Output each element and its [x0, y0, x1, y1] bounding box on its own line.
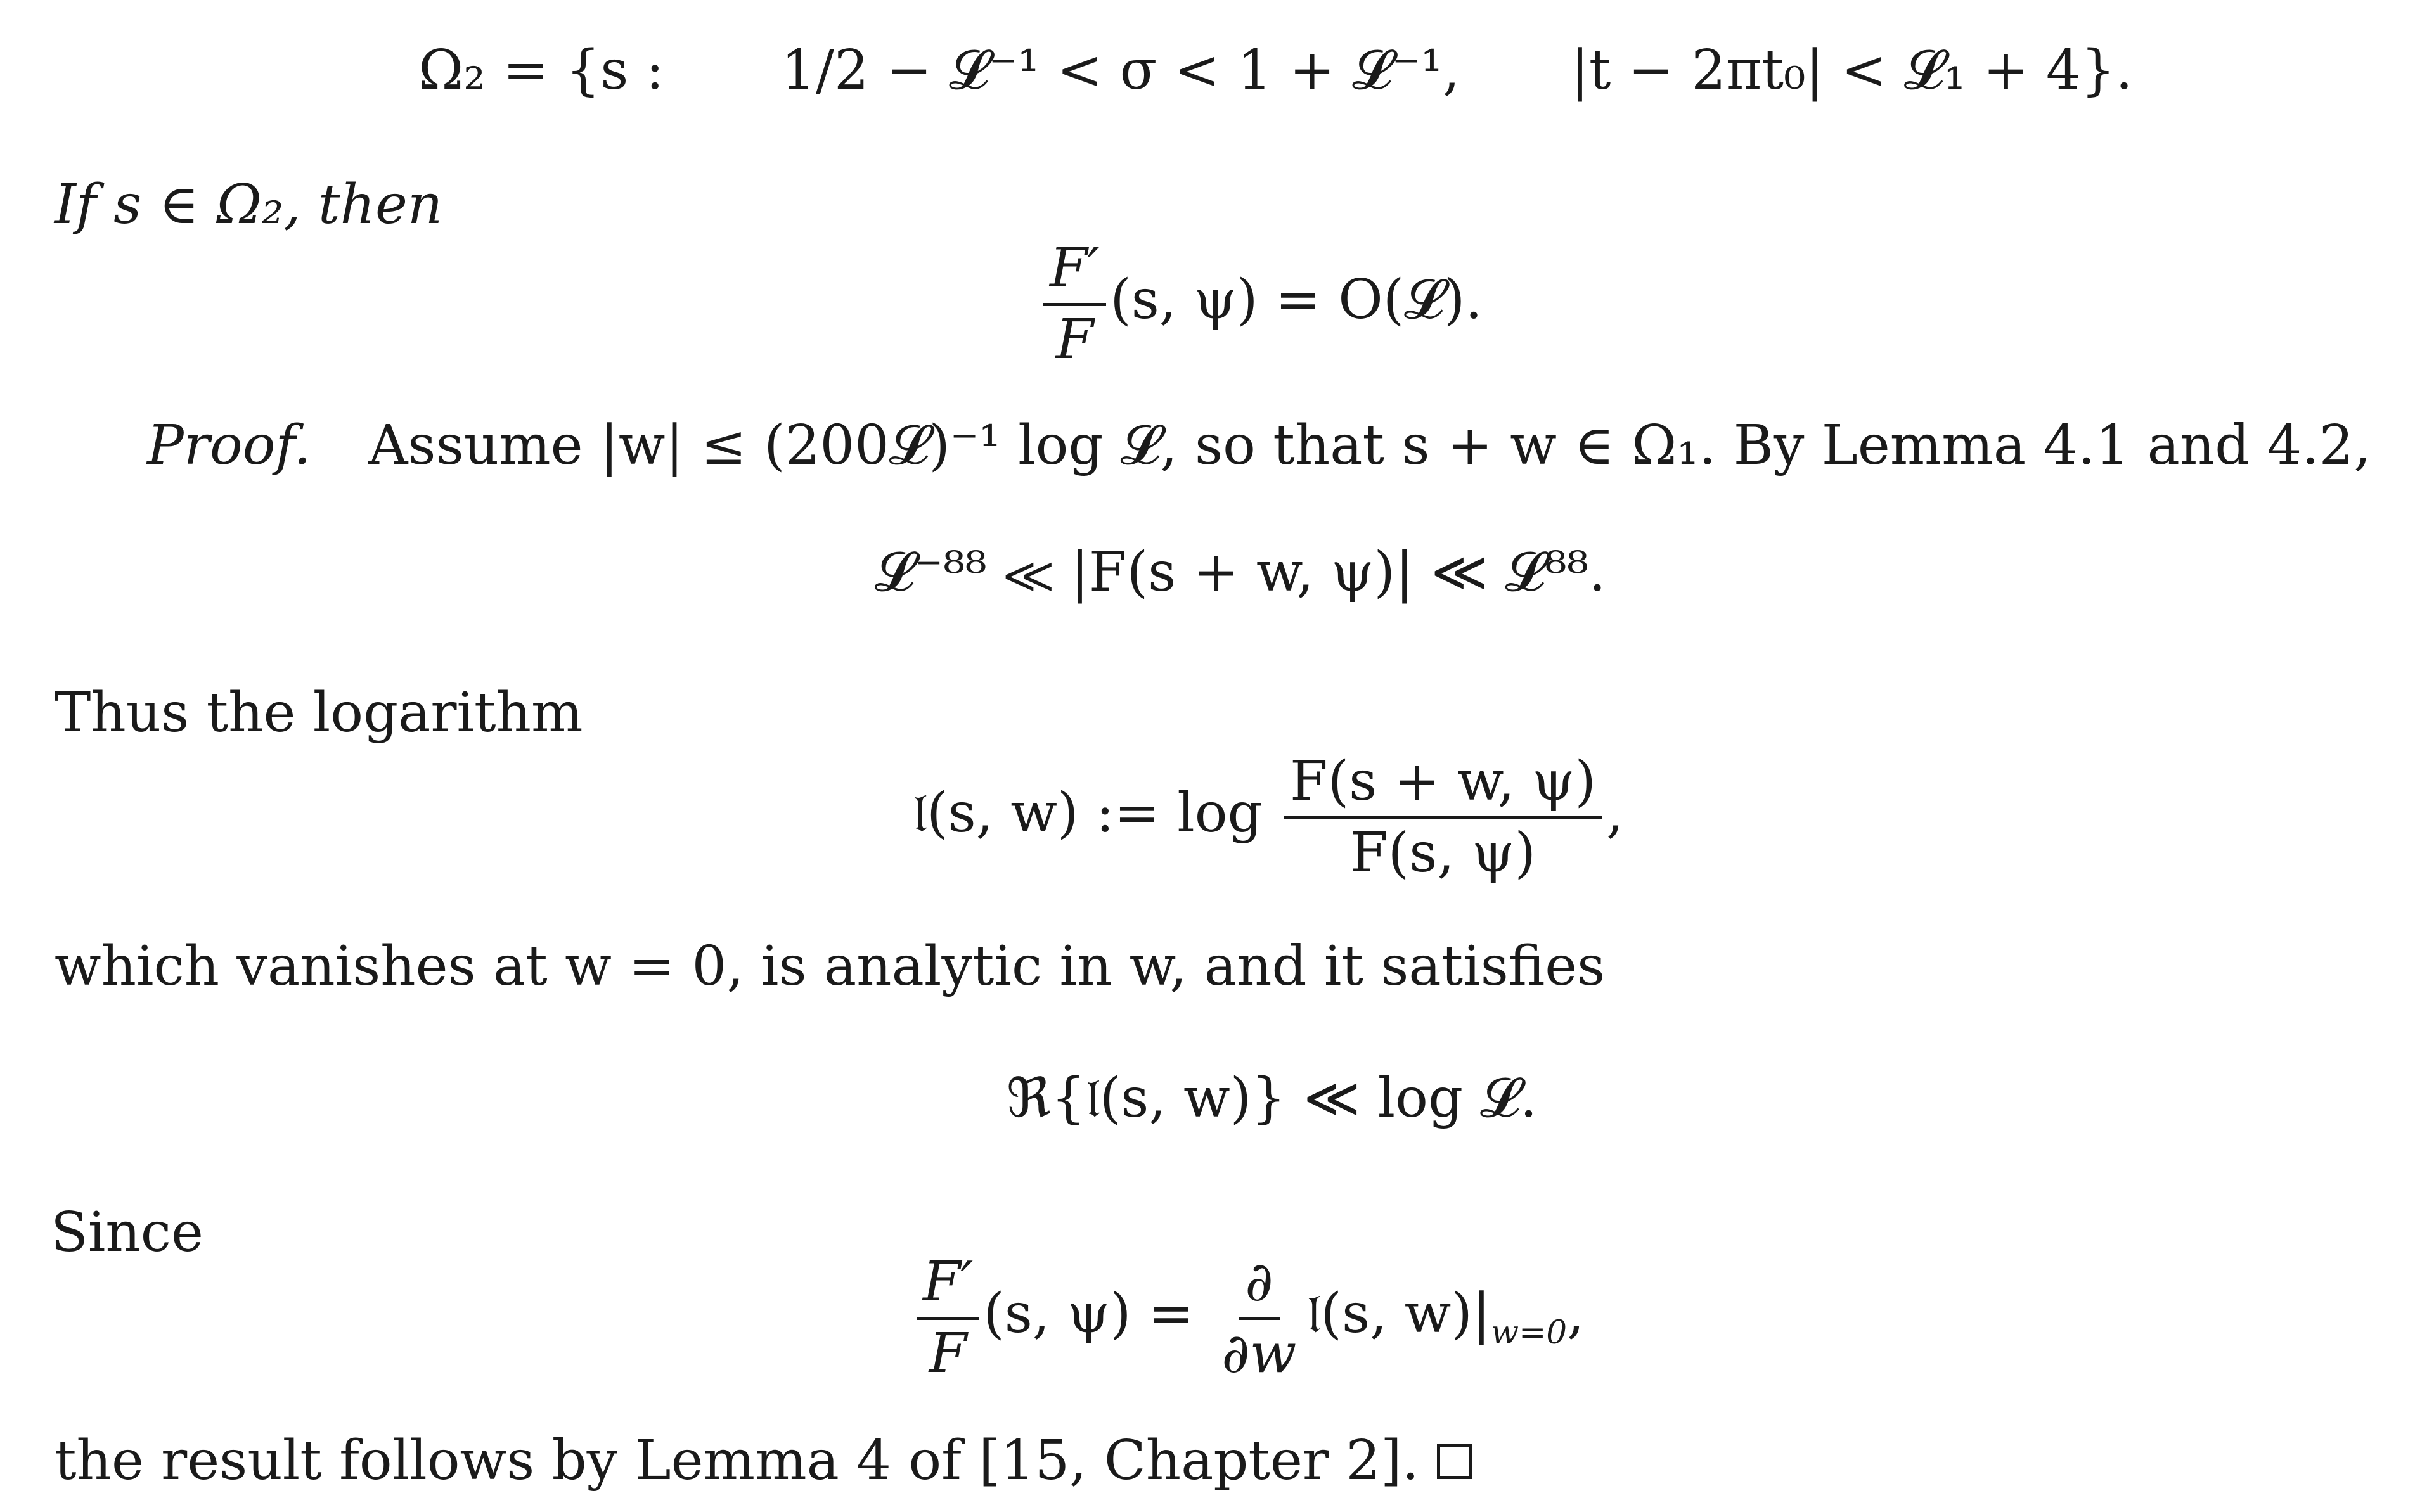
- claim-numerator: F′: [1043, 241, 1106, 306]
- deriv-end: ,: [1567, 1282, 1585, 1345]
- deriv-fraction-partial: [1215, 1250, 1303, 1385]
- thus-text: Thus the logarithm: [55, 681, 583, 745]
- claim-denominator: F: [1055, 308, 1094, 371]
- omega2-lhs: Ω₂ = {s :: [418, 39, 664, 102]
- deriv-den-partial: ∂w: [1221, 1322, 1297, 1385]
- deriv-num-partial: ∂: [1239, 1255, 1279, 1320]
- log-def-numerator: F(s + w, ψ): [1284, 754, 1602, 819]
- omega2-condition-sigma: 1/2 − 𝓛⁻¹ < σ < 1 + 𝓛⁻¹,: [781, 39, 1460, 102]
- proof-line: [147, 414, 2371, 477]
- omega2-condition-t: |t − 2πt₀| < 𝓛₁ + 4}.: [1570, 39, 2133, 102]
- log-def-lhs: 𝔩(s, w) := log: [913, 781, 1263, 845]
- omega2-definition: [418, 39, 2133, 102]
- proof-label: Proof.: [147, 414, 311, 477]
- log-def-tail: ,: [1606, 781, 1624, 845]
- bounds-equation: 𝓛⁻⁸⁸ ≪ |F(s + w, ψ)| ≪ 𝓛⁸⁸.: [875, 541, 1606, 604]
- claim-fraction: [1043, 236, 1106, 371]
- vanish-text: which vanishes at w = 0, is analytic in w, and it satisfies: [55, 935, 1606, 998]
- deriv-den-f: F: [929, 1322, 967, 1385]
- qed-square-icon: [1437, 1444, 1472, 1479]
- conclusion-text: the result follows by Lemma 4 of [15, Chapter 2].: [55, 1429, 1419, 1492]
- proof-text: Assume |w| ≤ (200𝓛)⁻¹ log 𝓛, so that s + w ∈ Ω₁. By Lemma 4.1 and 4.2,: [368, 414, 2371, 477]
- deriv-subscript: w=0: [1490, 1314, 1568, 1352]
- derivative-equation: [913, 1250, 1585, 1385]
- claim-rest: (s, ψ) = O(𝓛).: [1110, 268, 1483, 331]
- deriv-fraction-f: [917, 1250, 979, 1385]
- hypothesis-text: If s ∈ Ω₂, then: [55, 173, 443, 236]
- conclusion-line: [55, 1429, 1472, 1492]
- log-definition: [913, 750, 1624, 885]
- claim-equation: [1040, 236, 1483, 371]
- deriv-mid: (s, ψ) =: [983, 1282, 1194, 1345]
- deriv-tail: 𝔩(s, w)|: [1306, 1282, 1491, 1345]
- log-def-fraction: [1284, 750, 1602, 885]
- deriv-num-f: F′: [917, 1255, 979, 1320]
- since-text: Since: [51, 1201, 203, 1264]
- log-def-denominator: F(s, ψ): [1350, 821, 1536, 885]
- real-part-bound: ℜ{𝔩(s, w)} ≪ log 𝓛.: [1007, 1067, 1538, 1130]
